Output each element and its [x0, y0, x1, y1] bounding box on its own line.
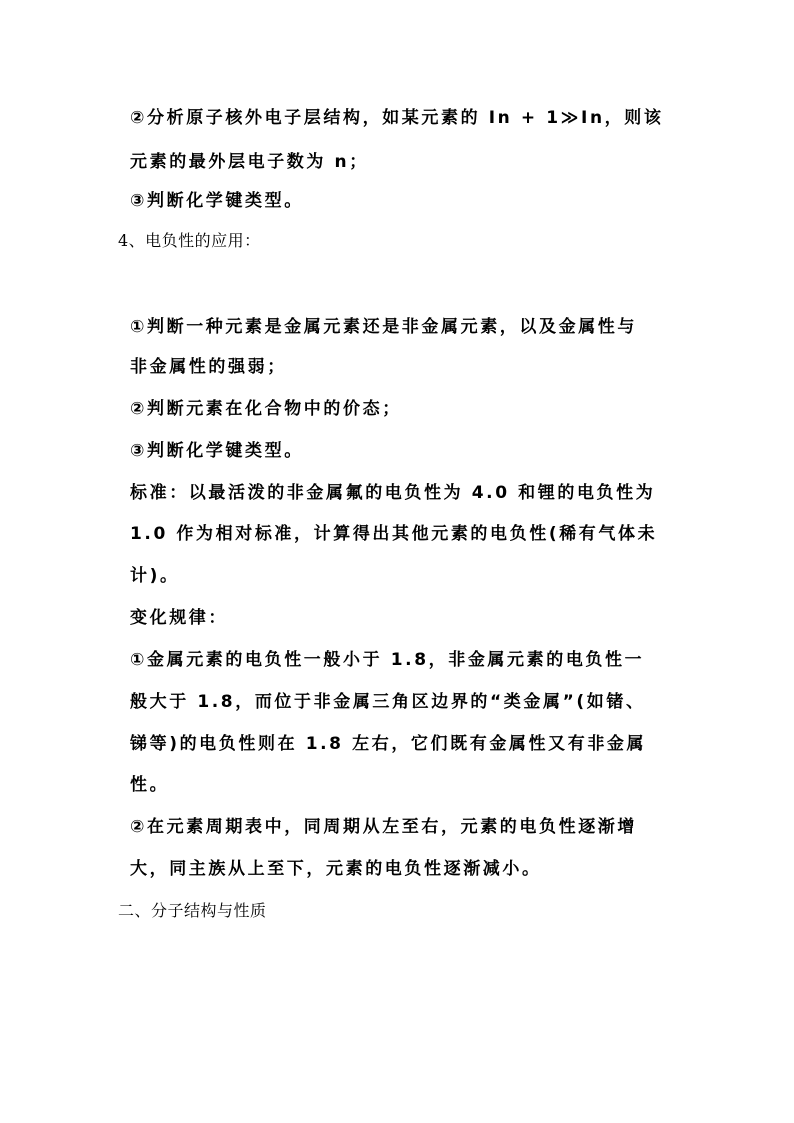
- text-line-valence: ②判断元素在化合物中的价态；: [130, 399, 402, 419]
- text-line-analysis-1: ②分析原子核外电子层结构，如某元素的 In + 1≫In，则该: [130, 108, 664, 128]
- text-line-metal-judge-1: ①判断一种元素是金属元素还是非金属元素，以及金属性与: [130, 317, 637, 337]
- text-line-bond-type-2: ③判断化学键类型。: [130, 441, 304, 461]
- text-line-trend-4: 性。: [130, 775, 170, 795]
- text-line-trend-2: 般大于 1.8，而位于非金属三角区边界的“类金属”(如锗、: [130, 692, 646, 712]
- text-line-standard-2: 1.0 作为相对标准，计算得出其他元素的电负性(稀有气体未: [130, 524, 658, 544]
- text-line-trend-1: ①金属元素的电负性一般小于 1.8，非金属元素的电负性一: [130, 650, 645, 670]
- text-line-period-2: 大，同主族从上至下，元素的电负性逐渐减小。: [130, 859, 542, 879]
- text-line-trend-label: 变化规律：: [130, 608, 228, 628]
- text-line-bond-type-1: ③判断化学键类型。: [130, 191, 304, 211]
- text-line-trend-3: 锑等)的电负性则在 1.8 左右，它们既有金属性又有非金属: [130, 734, 647, 754]
- section-heading-molecular-structure: 二、分子结构与性质: [118, 901, 267, 920]
- section-heading-electronegativity-use: 4、电负性的应用：: [118, 231, 261, 250]
- text-line-standard-1: 标准：以最活泼的非金属氟的电负性为 4.0 和锂的电负性为: [130, 483, 656, 503]
- text-line-metal-judge-2: 非金属性的强弱；: [130, 357, 287, 377]
- text-line-analysis-2: 元素的最外层电子数为 n；: [130, 152, 369, 172]
- text-line-period-1: ②在元素周期表中，同周期从左至右，元素的电负性逐渐增: [130, 817, 637, 837]
- text-line-standard-3: 计)。: [130, 566, 180, 586]
